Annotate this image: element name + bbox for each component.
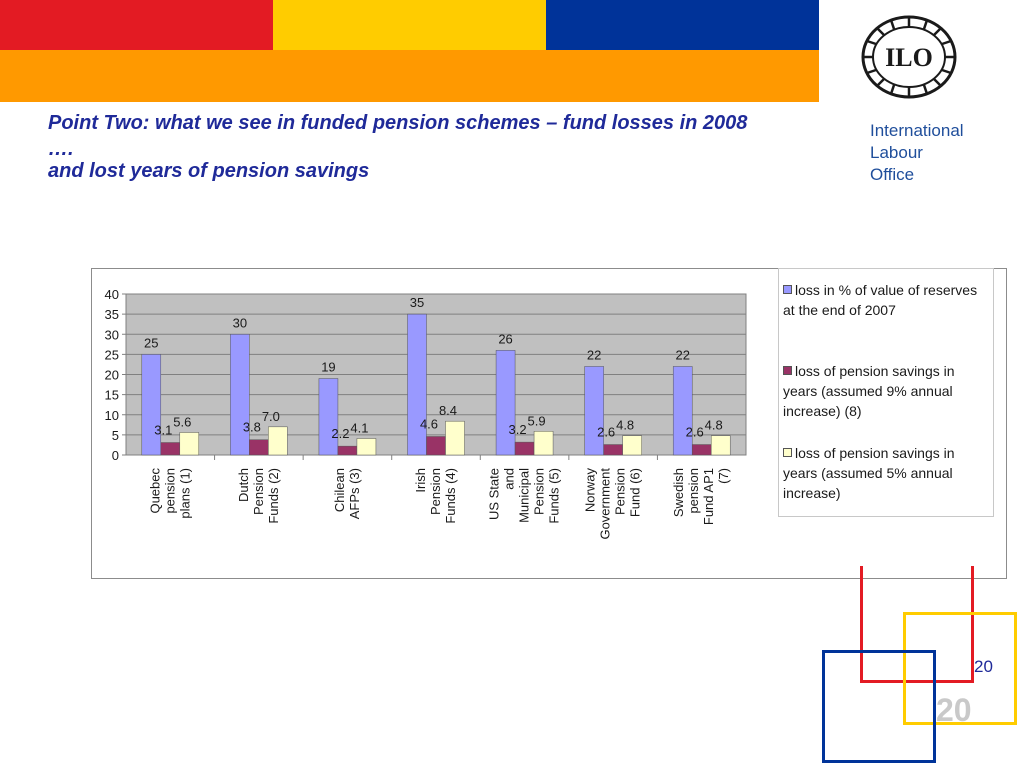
data-label: 2.6	[597, 424, 616, 440]
legend-swatch-series3	[783, 448, 792, 457]
legend-label-series2: loss of pension savings in years (assumed 9% annual increase) (8)	[783, 363, 955, 419]
data-label: 3.8	[242, 419, 261, 435]
x-category-label-line: Fund (6)	[627, 468, 643, 518]
x-category-label-line: Norway	[582, 468, 598, 513]
org-name-line2: Labour	[870, 143, 923, 162]
x-category-label-line: plans (1)	[177, 468, 193, 519]
data-label: 3.1	[154, 422, 173, 438]
data-label: 25	[144, 335, 159, 351]
page-number: 20	[974, 657, 993, 676]
bar	[408, 314, 427, 455]
y-tick-label: 10	[104, 407, 119, 423]
slide-title-line1: Point Two: what we see in funded pension schemes – fund losses in 2008	[48, 112, 748, 134]
header-strip-blue	[546, 0, 819, 50]
x-category-label-line: Pension	[612, 468, 628, 515]
bar	[319, 379, 338, 455]
data-label: 4.8	[704, 417, 723, 433]
x-category-label-line: Funds (4)	[443, 468, 458, 524]
data-label: 22	[675, 347, 690, 363]
legend-label-series1: loss in % of value of reserves at the end of 2007	[783, 282, 978, 318]
bar	[338, 446, 357, 455]
data-label: 7.0	[261, 408, 280, 424]
x-category-label-line: Swedish	[671, 468, 687, 518]
legend-swatch-series1	[783, 285, 792, 294]
legend-item-years-5pct	[783, 443, 991, 503]
bar	[427, 436, 446, 455]
decor-square-blue	[822, 650, 936, 763]
x-category-label	[147, 468, 192, 519]
bar	[357, 438, 376, 455]
y-tick-label: 40	[104, 287, 119, 302]
bar-chart	[91, 268, 781, 568]
x-category-label-line: pension	[162, 468, 178, 514]
x-category-label-line: and	[501, 468, 517, 490]
data-label: 3.2	[508, 422, 527, 438]
data-label: 2.6	[685, 424, 704, 440]
x-category-label-line: Pension	[531, 468, 547, 515]
org-name-line3: Office	[870, 165, 915, 184]
ilo-logo-icon	[860, 14, 958, 100]
bar	[673, 366, 692, 455]
legend-label-series3: loss of pension savings in years (assumed 5% annual increase)	[783, 445, 955, 501]
x-category-label	[671, 468, 731, 525]
bar	[268, 427, 287, 455]
x-category-label-line: Quebec	[147, 468, 163, 514]
x-category-label-line: pension	[686, 468, 702, 514]
x-category-label-line: Fund AP1	[701, 468, 717, 526]
data-label: 2.2	[331, 426, 350, 442]
data-label: 5.9	[527, 413, 546, 429]
x-category-label	[583, 468, 643, 540]
x-category-label-line: (7)	[716, 468, 732, 484]
y-tick-label: 5	[111, 427, 119, 443]
data-label: 19	[321, 359, 336, 375]
data-label: 5.6	[173, 414, 192, 430]
bar	[230, 334, 249, 455]
bar	[515, 442, 534, 455]
x-category-label-line: Dutch	[235, 468, 251, 502]
x-category-label-line: US State	[486, 468, 502, 521]
x-category-label-line: AFPs (3)	[346, 468, 362, 520]
data-label: 35	[409, 295, 425, 311]
y-tick-label: 30	[104, 327, 119, 343]
bar	[446, 421, 465, 455]
x-category-label	[487, 468, 562, 524]
data-label: 4.8	[616, 417, 635, 433]
y-tick-label: 20	[104, 367, 119, 383]
header-strip-orange	[0, 50, 819, 102]
bar	[180, 432, 199, 455]
x-category-label-line: Municipal	[516, 468, 532, 523]
x-category-label-line: Pension	[250, 468, 266, 515]
bar	[585, 366, 604, 455]
data-label: 26	[498, 331, 513, 347]
y-tick-label: 0	[111, 448, 119, 463]
legend-item-years-9pct	[783, 361, 991, 421]
bar	[623, 436, 642, 455]
x-category-label-line: Funds (2)	[265, 468, 281, 524]
legend-item-loss-percent	[783, 280, 991, 320]
svg-text:ILO: ILO	[885, 43, 933, 72]
x-category-label-line: Irish	[413, 468, 428, 493]
x-category-label-line: Funds (5)	[546, 468, 562, 524]
slide-title-line3: and lost years of pension savings	[48, 160, 370, 182]
chart-legend	[778, 268, 994, 517]
page-number-watermark: 20	[936, 692, 972, 728]
x-category-label-line: Government	[597, 468, 613, 540]
data-label: 22	[586, 347, 602, 363]
data-label: 30	[232, 315, 248, 331]
x-category-label-line: Chilean	[331, 468, 347, 513]
org-name-line1: International	[870, 121, 964, 140]
header-strip-red	[0, 0, 273, 50]
y-tick-label: 15	[104, 387, 119, 403]
bar	[142, 354, 161, 455]
bar	[161, 443, 180, 455]
x-category-label	[236, 468, 281, 524]
legend-swatch-series2	[783, 366, 792, 375]
y-tick-label: 35	[104, 307, 119, 323]
bar	[692, 445, 711, 455]
data-label: 8.4	[438, 403, 458, 419]
data-label: 4.1	[350, 420, 369, 436]
bar	[496, 350, 515, 455]
header-strip-yellow	[273, 0, 546, 50]
bar	[249, 440, 268, 455]
x-category-label-line: Pension	[428, 468, 443, 515]
data-label: 4.6	[419, 416, 439, 432]
x-category-label	[332, 468, 362, 519]
bar	[604, 445, 623, 455]
y-tick-label: 25	[104, 347, 119, 363]
bar	[534, 431, 553, 455]
bar	[711, 436, 730, 455]
x-category-label	[413, 468, 458, 524]
slide-title-line2: ….	[48, 138, 74, 160]
